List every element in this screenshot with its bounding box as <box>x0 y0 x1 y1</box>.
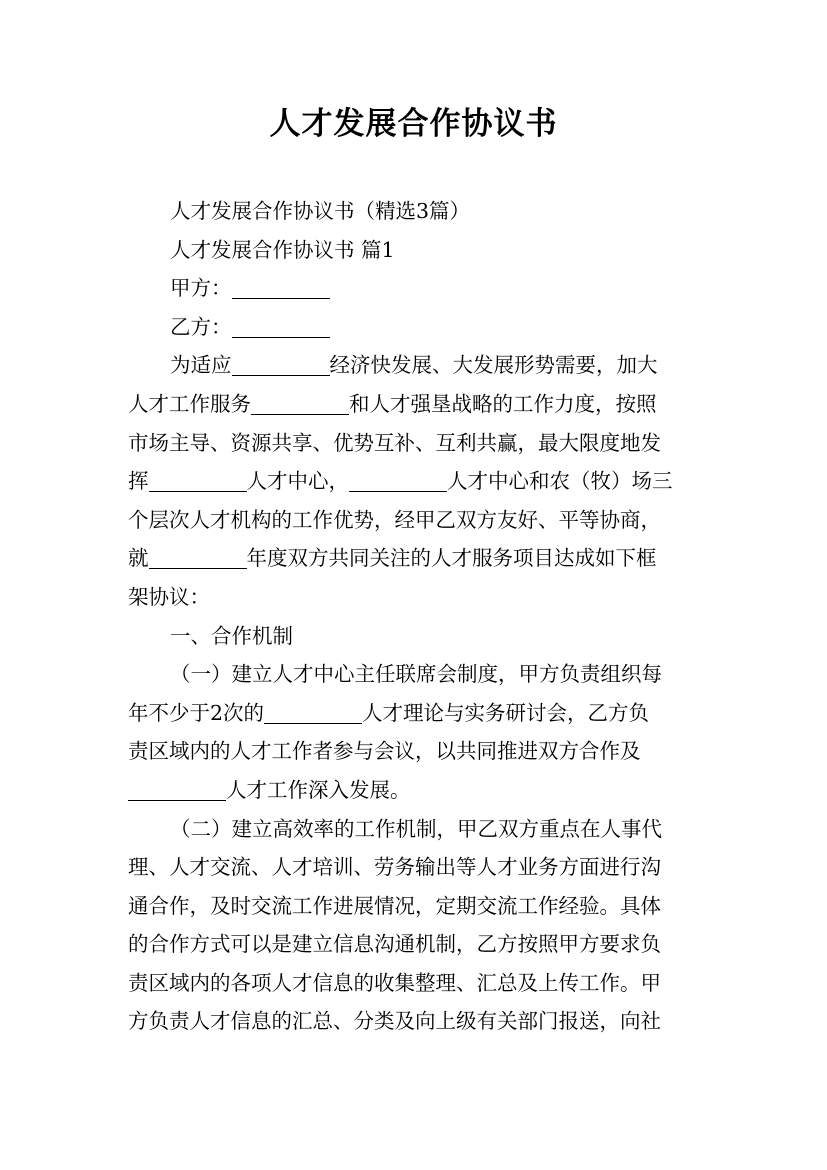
blank-field <box>149 544 247 569</box>
paragraph-line <box>128 539 703 578</box>
text: 年不少于2次的 <box>128 700 265 725</box>
text: 市场主导、资源共享、优势互补、互利共赢，最大限度地发 <box>128 430 661 455</box>
party-a-label: 甲方： <box>170 276 232 301</box>
subtitle-line <box>128 192 703 231</box>
blank-field <box>251 390 349 415</box>
party-b-line <box>128 308 703 347</box>
paragraph-line <box>128 346 703 385</box>
text: 架协议： <box>128 584 210 609</box>
paragraph-line <box>128 1002 703 1041</box>
blank-field <box>232 313 330 338</box>
paragraph-line <box>128 964 703 1003</box>
section-heading-line <box>128 231 703 270</box>
paragraph-line <box>128 501 703 540</box>
blank-field <box>232 351 330 376</box>
text: 挥 <box>128 469 149 494</box>
text: 个层次人才机构的工作优势，经甲乙双方友好、平等协商， <box>128 507 661 532</box>
text: 人才中心和农（牧）场三 <box>447 469 673 494</box>
heading-line <box>128 617 703 656</box>
paragraph-line <box>128 887 703 926</box>
text: （二）建立高效率的工作机制，甲乙双方重点在人事代 <box>170 816 662 841</box>
paragraph-line <box>128 385 703 424</box>
paragraph-line <box>128 424 703 463</box>
document-body <box>128 192 703 1041</box>
text: 人才发展合作协议书 篇1 <box>170 237 395 262</box>
blank-field <box>149 467 247 492</box>
paragraph-line <box>128 732 703 771</box>
blank-field <box>128 776 226 801</box>
paragraph-line <box>128 655 703 694</box>
text: 人才工作深入发展。 <box>226 777 411 802</box>
text: 和人才强垦战略的工作力度，按照 <box>349 391 657 416</box>
heading-text: 一、合作机制 <box>170 623 293 648</box>
text: 人才发展合作协议书（精选3篇） <box>170 199 471 223</box>
paragraph-line <box>128 810 703 849</box>
blank-field <box>349 467 447 492</box>
text: 经济快发展、大发展形势需要，加大 <box>329 353 658 378</box>
text: 责区域内的各项人才信息的收集整理、汇总及上传工作。甲 <box>128 970 661 995</box>
text: 通合作，及时交流工作进展情况，定期交流工作经验。具体 <box>128 893 661 918</box>
blank-field <box>232 274 330 299</box>
party-b-label: 乙方： <box>170 314 232 339</box>
paragraph-line <box>128 694 703 733</box>
text: 就 <box>128 546 149 571</box>
text: 理、人才交流、人才培训、劳务输出等人才业务方面进行沟 <box>128 855 661 880</box>
text: 为适应 <box>170 353 232 378</box>
text: 年度双方共同关注的人才服务项目达成如下框 <box>246 546 657 571</box>
blank-field <box>264 699 362 724</box>
text: 责区域内的人才工作者参与会议，以共同推进双方合作及 <box>128 739 641 764</box>
text: 人才工作服务 <box>128 391 251 416</box>
text: 方负责人才信息的汇总、分类及向上级有关部门报送，向社 <box>128 1009 661 1034</box>
party-a-line <box>128 269 703 308</box>
paragraph-line <box>128 925 703 964</box>
text: 人才中心， <box>246 469 349 494</box>
paragraph-line <box>128 771 703 810</box>
paragraph-line <box>128 848 703 887</box>
document-title: 人才发展合作协议书 <box>269 106 558 142</box>
text: 的合作方式可以是建立信息沟通机制，乙方按照甲方要求负 <box>128 932 661 957</box>
text: （一）建立人才中心主任联席会制度，甲方负责组织每 <box>170 662 662 687</box>
paragraph-line <box>128 578 703 617</box>
paragraph-line <box>128 462 703 501</box>
text: 人才理论与实务研讨会，乙方负 <box>362 700 650 725</box>
